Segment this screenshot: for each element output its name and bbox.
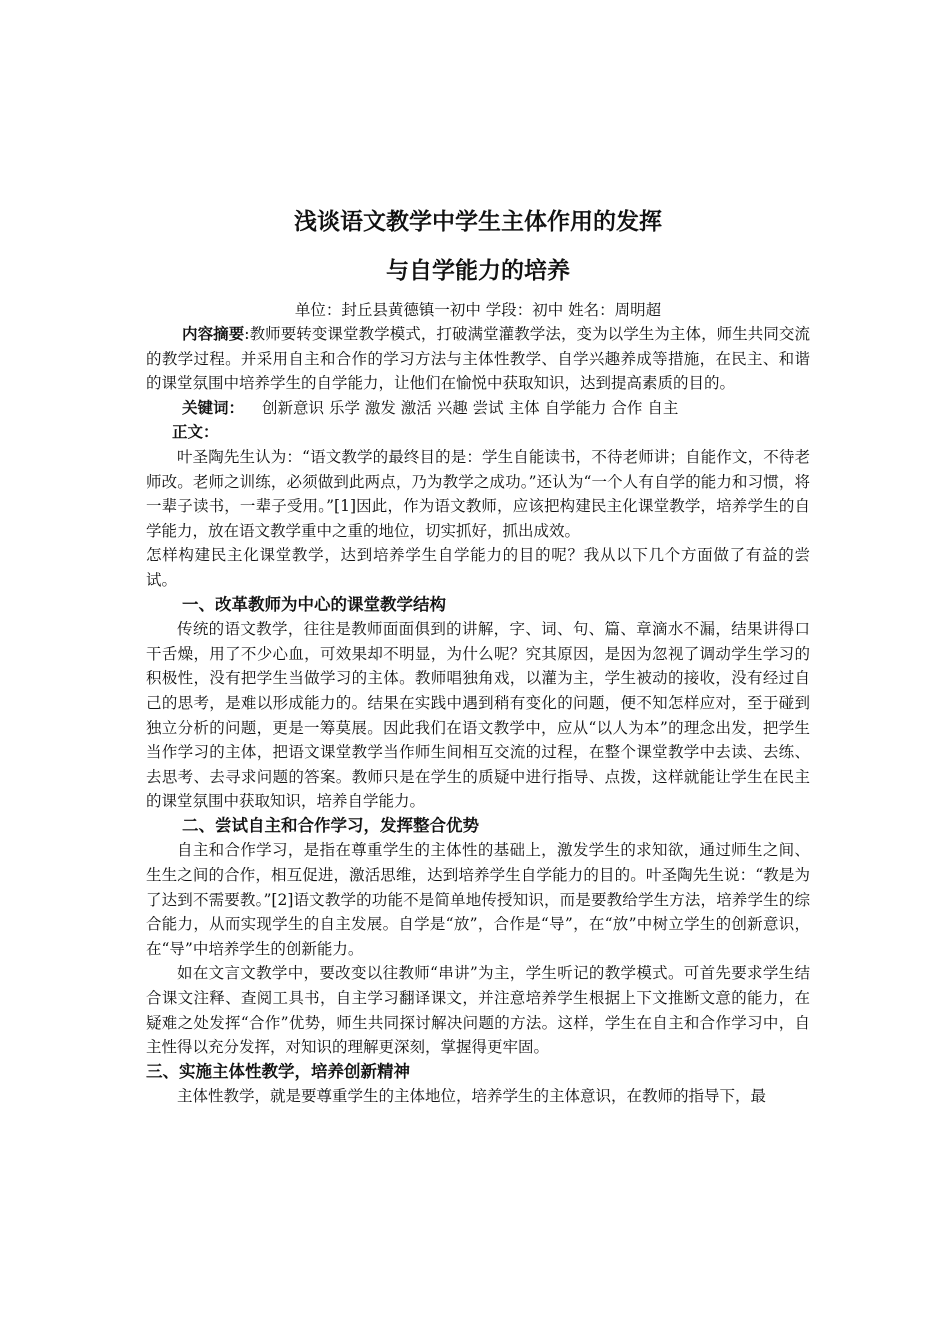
keywords-label: 关键词：	[182, 398, 245, 417]
title-line-1: 浅谈语文教学中学生主体作用的发挥	[294, 209, 662, 235]
section-heading-1: 一、改革教师为中心的课堂教学结构	[182, 594, 446, 614]
abstract-label: 内容摘要	[182, 325, 245, 343]
body-label: 正文：	[172, 423, 219, 442]
section-heading-2: 二、尝试自主和合作学习，发挥整合优势	[182, 815, 479, 835]
paragraph-3: 传统的语文教学，往往是教师面面俱到的讲解，字、词、句、篇、章滴水不漏，结果讲得口干舌燥，用了不少心血，可效果却不明显，为什么呢？究其原因，是因为忽视了调动学生学习的积极性，没有把学生当做学习的主体。教师唱独角戏，以灌为主，学生被动的接收，没有经过自己的思考，是难以形成能力的。结果在实践中遇到稍有变化的问题，便不知怎样应对，至于碰到独立分析的问题，更是一筹莫展。因此我们在语文教学中，应从“以人为本”的理念出发，把学生当作学习的主体，把语文课堂教学当作师生间相互交流的过程，在整个课堂教学中去读、去练、去思考、去寻求问题的答案。教师只是在学生的质疑中进行指导、点拨，这样就能让学生在民主的课堂氛围中获取知识，培养自学能力。	[146, 620, 810, 811]
abstract-text: :教师要转变课堂教学模式，打破满堂灌教学法，变为以学生为主体，师生共同交流的教学过程。并采用自主和合作的学习方法与主体性教学、自学兴趣养成等措施，在民主、和谐的课堂氛围中培养学生的自学能力，让他们在愉悦中获取知识，达到提高素质的目的。	[146, 325, 810, 393]
keywords-text: 创新意识 乐学 激发 激活 兴趣 尝试 主体 自学能力 合作 自主	[262, 398, 679, 417]
abstract	[146, 322, 810, 396]
paragraph-1: 叶圣陶先生认为：“语文教学的最终目的是：学生自能读书，不待老师讲；自能作文，不待老师改。老师之训练，必须做到此两点，乃为教学之成功。”还认为“一个人有自学的能力和习惯，将一辈子读书，一辈子受用。”[1]因此，作为语文教师，应该把构建民主化课堂教学，培养学生的自学能力，放在语文教学重中之重的地位，切实抓好，抓出成效。	[146, 447, 810, 540]
section-heading-3: 三、实施主体性教学，培养创新精神	[146, 1061, 410, 1081]
paragraph-2: 怎样构建民主化课堂教学，达到培养学生自学能力的目的呢？我从以下几个方面做了有益的尝试。	[146, 546, 810, 589]
keywords-line	[146, 396, 810, 421]
paragraph-5: 如在文言文教学中，要改变以往教师“串讲”为主，学生听记的教学模式。可首先要求学生结合课文注释、查阅工具书，自主学习翻译课文，并注意培养学生根据上下文推断文意的能力，在疑难之处发挥“合作”优势，师生共同探讨解决问题的方法。这样，学生在自主和合作学习中，自主性得以充分发挥，对知识的理解更深刻，掌握得更牢固。	[146, 964, 810, 1057]
paragraph-4: 自主和合作学习，是指在尊重学生的主体性的基础上，激发学生的求知欲，通过师生之间、生生之间的合作，相互促进，激活思维，达到培养学生自学能力的目的。叶圣陶先生说：“教是为了达到不需要教。”[2]语文教学的功能不是简单地传授知识，而是要教给学生方法，培养学生的综合能力，从而实现学生的自主发展。自学是“放”，合作是“导”，在“放”中树立学生的创新意识，在“导”中培养学生的创新能力。	[146, 841, 810, 958]
body-flow	[146, 322, 810, 1109]
paragraph-6: 主体性教学，就是要尊重学生的主体地位，培养学生的主体意识，在教师的指导下，最	[177, 1087, 767, 1106]
author-info: 单位：封丘县黄德镇一初中 学段：初中 姓名：周明超	[294, 301, 662, 319]
title-line-2: 与自学能力的培养	[386, 258, 570, 284]
